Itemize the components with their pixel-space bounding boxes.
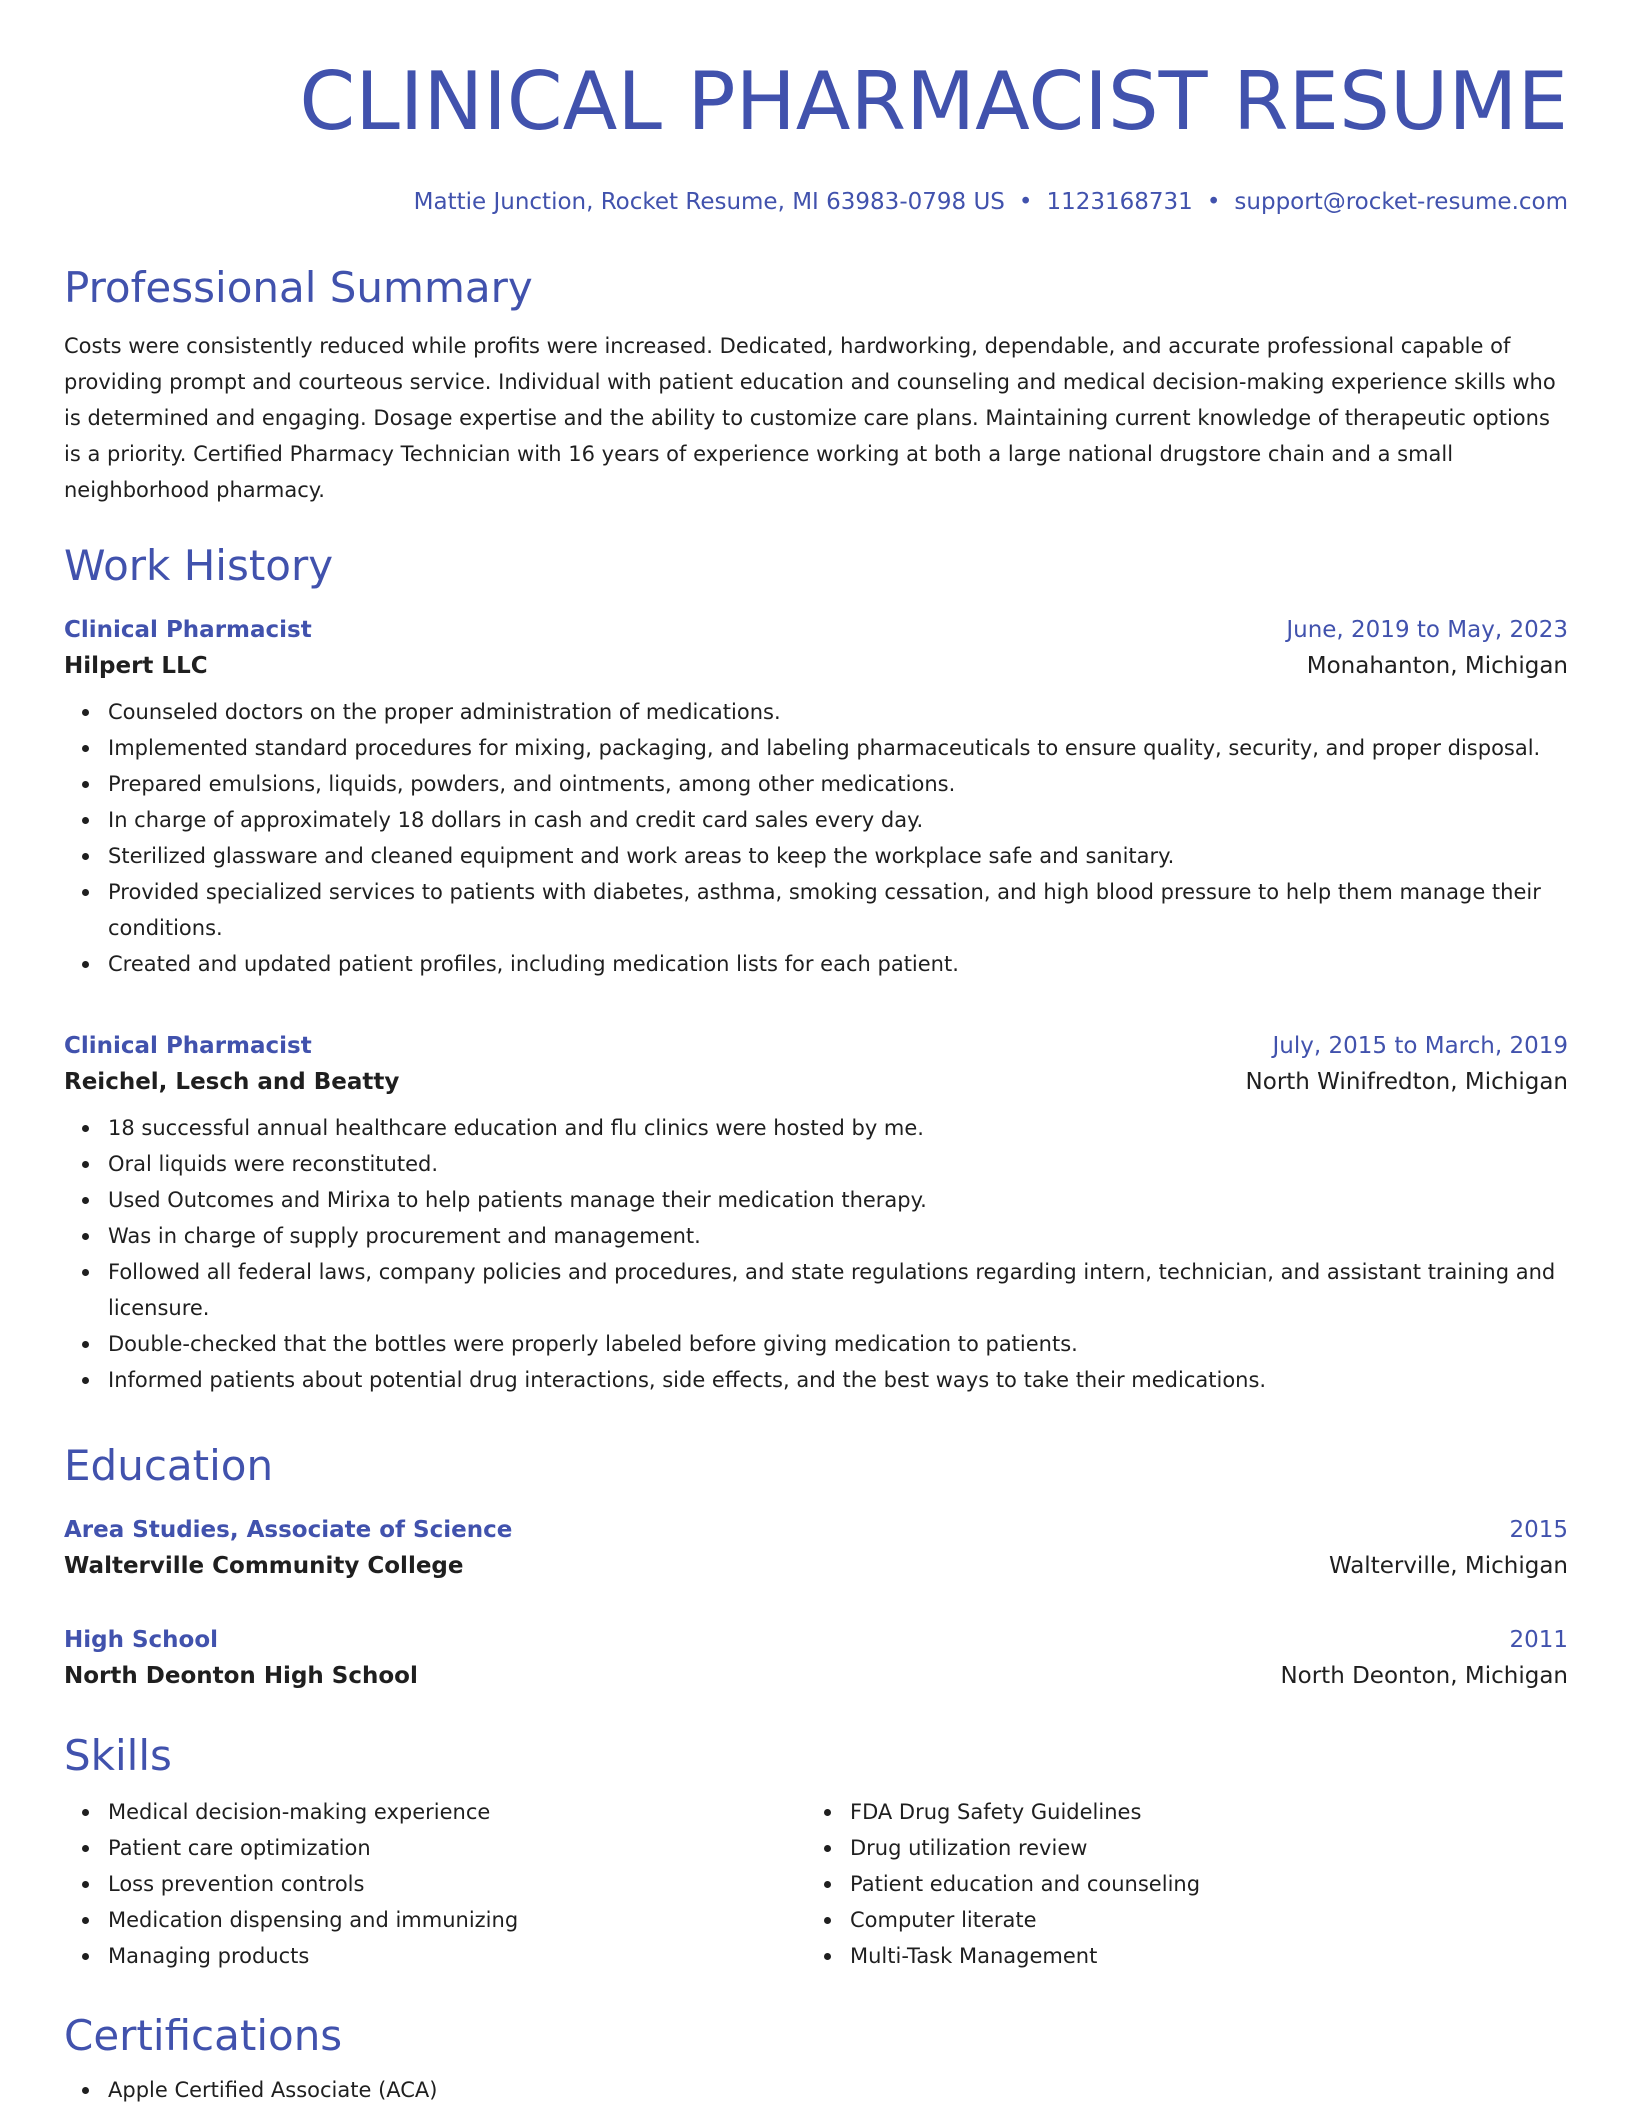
resume-title: CLINICAL PHARMACIST RESUME <box>299 55 1568 148</box>
job-header-row <box>64 1028 1568 1064</box>
job-header-row <box>64 612 1568 648</box>
skill-item: Drug utilization review <box>850 1830 1548 1866</box>
education-school: Walterville Community College <box>64 1553 464 1579</box>
education-section <box>64 1440 1568 1492</box>
job-bullet: In charge of approximately 18 dollars in cash and credit card sales every day. <box>108 802 1568 838</box>
contact-separator: • <box>1206 189 1221 215</box>
job-bullet: Created and updated patient profiles, including medication lists for each patient. <box>108 946 1568 982</box>
skills-section <box>64 1730 1568 1974</box>
section-heading-skills: Skills <box>64 1731 172 1780</box>
education-entry <box>64 1512 1568 1584</box>
job-company: Hilpert LLC <box>64 653 208 679</box>
skill-item: Medical decision-making experience <box>108 1794 806 1830</box>
education-location: Walterville, Michigan <box>1328 1553 1568 1579</box>
skill-item: FDA Drug Safety Guidelines <box>850 1794 1548 1830</box>
job-entry <box>64 612 1568 982</box>
job-bullet: Provided specialized services to patients with diabetes, asthma, smoking cessation, and high blood pressure to help them manage their conditions. <box>108 874 1568 946</box>
job-bullet: Sterilized glassware and cleaned equipment and work areas to keep the workplace safe and sanitary. <box>108 838 1568 874</box>
contact-phone: 1123168731 <box>1046 189 1193 215</box>
job-bullet: Prepared emulsions, liquids, powders, and ointments, among other medications. <box>108 766 1568 802</box>
education-year: 2015 <box>1509 1517 1568 1543</box>
certifications-list <box>64 2072 1568 2108</box>
section-heading-work: Work History <box>64 541 334 590</box>
resume-page <box>64 0 1568 2102</box>
job-dates: June, 2019 to May, 2023 <box>1286 617 1568 643</box>
section-heading-certifications: Certifications <box>64 2011 343 2060</box>
education-entry <box>64 1622 1568 1694</box>
education-location: North Deonton, Michigan <box>1280 1663 1568 1689</box>
job-bullet: Used Outcomes and Mirixa to help patients manage their medication therapy. <box>108 1182 1568 1218</box>
skills-grid <box>64 1794 1568 1974</box>
job-bullet: Counseled doctors on the proper administration of medications. <box>108 694 1568 730</box>
education-header-row <box>64 1622 1568 1658</box>
job-bullet: Implemented standard procedures for mixing, packaging, and labeling pharmaceuticals to ensure quality, security, and proper disposal. <box>108 730 1568 766</box>
skill-item: Patient education and counseling <box>850 1866 1548 1902</box>
skill-item: Multi-Task Management <box>850 1938 1548 1974</box>
work-history-section <box>64 540 1568 592</box>
certifications-section <box>64 2010 1568 2108</box>
education-header-row <box>64 1512 1568 1548</box>
job-org-row <box>64 1064 1568 1100</box>
job-entry <box>64 1028 1568 1398</box>
job-location: North Winifredton, Michigan <box>1245 1069 1568 1095</box>
professional-summary-section <box>64 262 1568 508</box>
certification-item: Apple Certified Associate (ACA) <box>108 2072 1568 2108</box>
job-location: Monahanton, Michigan <box>1306 653 1568 679</box>
job-bullets <box>64 1110 1568 1398</box>
job-title: Clinical Pharmacist <box>64 617 312 643</box>
skill-item: Medication dispensing and immunizing <box>108 1902 806 1938</box>
section-heading-summary: Professional Summary <box>64 263 533 312</box>
education-school-row <box>64 1548 1568 1584</box>
skill-item: Patient care optimization <box>108 1830 806 1866</box>
contact-info <box>64 186 1568 218</box>
job-bullet: Informed patients about potential drug interactions, side effects, and the best ways to take their medications. <box>108 1362 1568 1398</box>
job-org-row <box>64 648 1568 684</box>
contact-email: support@rocket-resume.com <box>1234 189 1568 215</box>
skills-column-left <box>64 1794 806 1974</box>
job-title: Clinical Pharmacist <box>64 1033 312 1059</box>
contact-separator: • <box>1018 189 1033 215</box>
education-degree: Area Studies, Associate of Science <box>64 1517 513 1543</box>
skill-item: Loss prevention controls <box>108 1866 806 1902</box>
job-bullet: Double-checked that the bottles were properly labeled before giving medication to patients. <box>108 1326 1568 1362</box>
education-degree: High School <box>64 1627 219 1653</box>
contact-address: Mattie Junction, Rocket Resume, MI 63983-0798 US <box>413 189 1005 215</box>
section-heading-education: Education <box>64 1441 274 1490</box>
education-year: 2011 <box>1509 1627 1568 1653</box>
skills-column-right <box>806 1794 1548 1974</box>
education-school: North Deonton High School <box>64 1663 418 1689</box>
job-bullet: 18 successful annual healthcare education and flu clinics were hosted by me. <box>108 1110 1568 1146</box>
job-bullet: Followed all federal laws, company policies and procedures, and state regulations regarding intern, technician, and assistant training and licensure. <box>108 1254 1568 1326</box>
job-company: Reichel, Lesch and Beatty <box>64 1069 400 1095</box>
skill-item: Computer literate <box>850 1902 1548 1938</box>
job-bullets <box>64 694 1568 982</box>
skill-item: Managing products <box>108 1938 806 1974</box>
job-bullet: Oral liquids were reconstituted. <box>108 1146 1568 1182</box>
job-dates: July, 2015 to March, 2019 <box>1272 1033 1568 1059</box>
education-school-row <box>64 1658 1568 1694</box>
job-bullet: Was in charge of supply procurement and management. <box>108 1218 1568 1254</box>
summary-text: Costs were consistently reduced while profits were increased. Dedicated, hardworking, dependable, and accurate professional capable of providing prompt and courteous service. Individual with patient education and counseling and medical decision-making experience skills who is determined and engaging. Dosage expertise and the ability to customize care plans. Maintaining current knowledge of therapeutic options is a priority. Certified Pharmacy Technician with 16 years of experience working at both a large national drugstore chain and a small neighborhood pharmacy. <box>64 334 1556 502</box>
